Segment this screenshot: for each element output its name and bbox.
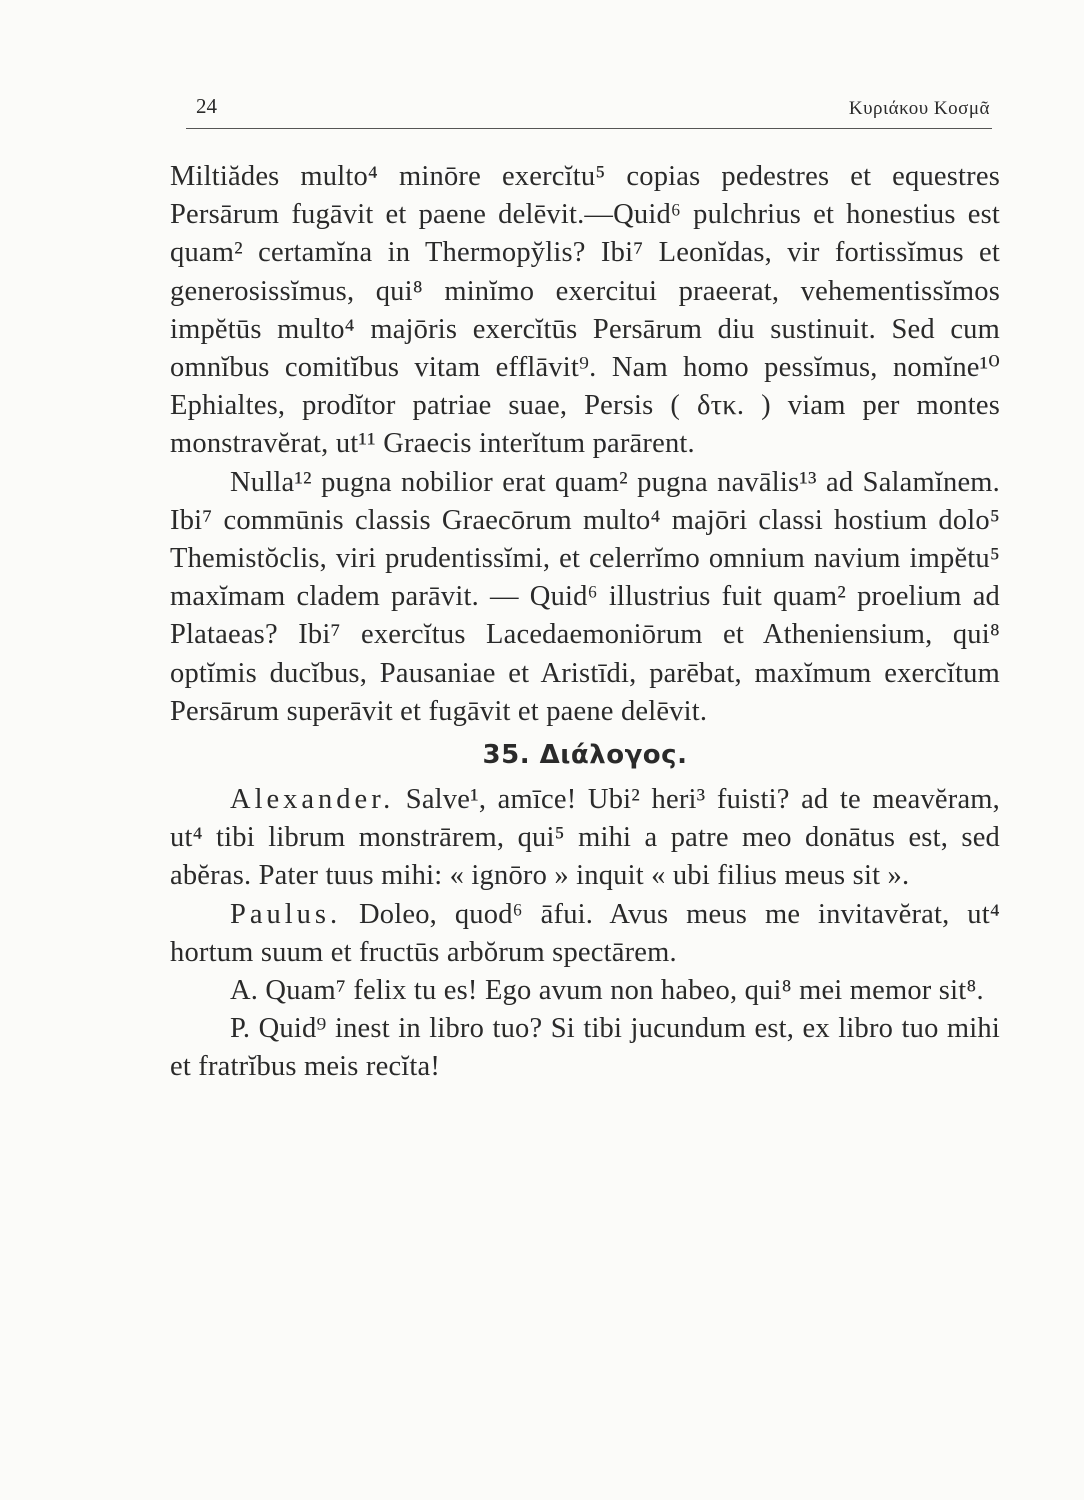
section-title: 35. Διάλογος.	[482, 740, 688, 771]
dialogue-speaker: Alexander.	[230, 784, 395, 816]
dialogue-text: Quam⁷ felix tu es! Ego avum non habeo, qui⁸ mei memor sit⁸.	[258, 975, 984, 1007]
dialogue-line-1	[170, 781, 1000, 896]
page-header	[196, 94, 990, 130]
paragraph-2: Nulla¹² pugna nobilior erat quam² pugna navālis¹³ ad Salamĭnem. Ibi⁷ commūnis classis Graecōrum multo⁴ majōri classi hostium dolo⁵ Themistŏclis, viri prudentissĭmi, et celerrĭmo omnium navium impĕtu⁵ maxĭmam cladem parāvit. — Quid⁶ illustrius fuit quam² proelium ad Plataeas? Ibi⁷ exercĭtus Lacedaemoniōrum et Atheniensium, qui⁸ optĭmis ducĭbus, Pausaniae et Aristīdi, parēbat, maxĭmum exercĭtum Persārum superāvit et fugāvit et paene delēvit.	[170, 466, 1000, 727]
page-number: 24	[196, 94, 217, 118]
dialogue-text: Salve¹, amīce! Ubi² heri³ fuisti? ad te meavĕram, ut⁴ tibi librum monstrārem, qui⁵ mihi a patre meo donātus est, sed abĕras. Pater tuus mihi: « ignōro » inquit « ubi filius meus sit ».	[170, 784, 1000, 892]
dialogue-line-3	[170, 972, 1000, 1010]
dialogue-speaker: P.	[230, 1013, 251, 1045]
header-rule	[186, 128, 992, 129]
dialogue-line-2	[170, 896, 1000, 972]
dialogue-text: Doleo, quod⁶ āfui. Avus meus me invitavĕrat, ut⁴ hortum suum et fructūs arbŏrum spectārem.	[170, 898, 1000, 968]
running-head: Κυριάκου Κοσμᾶ	[848, 98, 990, 119]
dialogue-speaker: A.	[230, 975, 259, 1007]
dialogue-line-4	[170, 1010, 1000, 1086]
dialogue-text: Quid⁹ inest in libro tuo? Si tibi jucundum est, ex libro tuo mihi et fratrĭbus meis recĭta!	[170, 1013, 1000, 1083]
dialogue-speaker: Paulus.	[230, 898, 342, 930]
paragraph-1: Miltiădes multo⁴ minōre exercĭtu⁵ copias pedestres et equestres Persārum fugāvit et paene delēvit.—Quid⁶ pulchrius et honestius est quam² certamĭna in Thermopy̆lis? Ibi⁷ Leonĭdas, vir fortissĭmus et generosissĭmus, qui⁸ minĭmo exercitui praeerat, vehementissĭmos impĕtūs multo⁴ majōris exercĭtūs Persārum diu sustinuit. Sed cum omnĭbus comitĭbus vitam efflāvit⁹. Nam homo pessĭmus, nomĭne¹⁰ Ephialtes, prodĭtor patriae suae, Persis ( δτκ. ) viam per montes monstravĕrat, ut¹¹ Graecis interĭtum parārent.	[170, 161, 1000, 460]
page-body	[170, 158, 1000, 1087]
